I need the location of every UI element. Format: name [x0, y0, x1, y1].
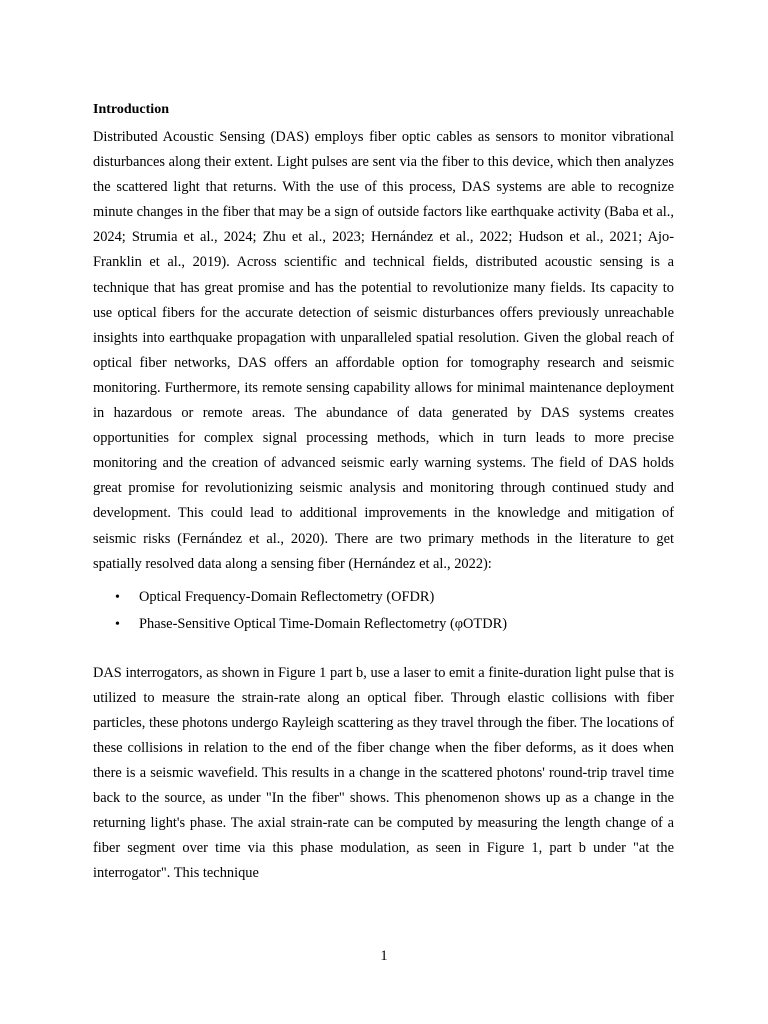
bullet-text-otdr: Phase-Sensitive Optical Time-Domain Reflectometry (φOTDR) — [139, 615, 508, 632]
intro-paragraph: Distributed Acoustic Sensing (DAS) employs fiber optic cables as sensors to monitor vibrational disturbances along their extent. Light pulses are sent via the fiber to this device, which then analyzes the scattered light that returns. With the use of this process, DAS systems are able to recognize minute changes in the fiber that may be a sign of outside factors like earthquake activity (Baba et al., 2024; Strumia et al., 2024; Zhu et al., 2023; Hernández et al., 2022; Hudson et al., 2021; Ajo-Franklin et al., 2019). Across scientific and technical fields, distributed acoustic sensing is a technique that has great promise and has the potential to revolutionize many fields. Its capacity to use optical fibers for the accurate detection of seismic disturbances offers previously unreachable insights into earthquake propagation with unparalleled spatial resolution. Given the global reach of optical fiber networks, DAS offers an affordable option for tomography research and seismic monitoring. Furthermore, its remote sensing capability allows for minimal maintenance deployment in hazardous or remote areas. The abundance of data generated by DAS systems creates opportunities for complex signal processing methods, which in turn leads to more precise monitoring and the creation of advanced seismic early warning systems. The field of DAS holds great promise for revolutionizing seismic analysis and monitoring through continued study and development. This could lead to additional improvements in the knowledge and mitigation of seismic risks (Fernández et al., 2020). There are two primary methods in the literature to get spatially resolved data along a sensing fiber (Hernández et al., 2022): — [93, 129, 674, 572]
list-item — [93, 611, 674, 638]
section-heading: Introduction — [93, 102, 169, 117]
bullet-icon: • — [115, 616, 120, 632]
document-body — [93, 100, 674, 887]
page-number: 1 — [380, 948, 388, 964]
methods-bullet-list — [93, 584, 674, 638]
interrogator-paragraph: DAS interrogators, as shown in Figure 1 part b, use a laser to emit a finite-duration light pulse that is utilized to measure the strain-rate along an optical fiber. Through elastic collisions with fiber particles, these photons undergo Rayleigh scattering as they travel through the fiber. The locations of these collisions in relation to the end of the fiber change when the fiber deforms, as it does when there is a seismic wavefield. This results in a change in the scattered photons' round-trip travel time back to the source, as under "In the fiber" shows. This phenomenon shows up as a change in the returning light's phase. The axial strain-rate can be computed by measuring the length change of a fiber segment over time via this phase modulation, as seen in Figure 1, part b under "at the interrogator". This technique — [93, 664, 674, 882]
bullet-icon: • — [115, 589, 120, 605]
list-item — [93, 584, 674, 611]
bullet-text-ofdr: Optical Frequency-Domain Reflectometry (OFDR) — [139, 588, 435, 605]
